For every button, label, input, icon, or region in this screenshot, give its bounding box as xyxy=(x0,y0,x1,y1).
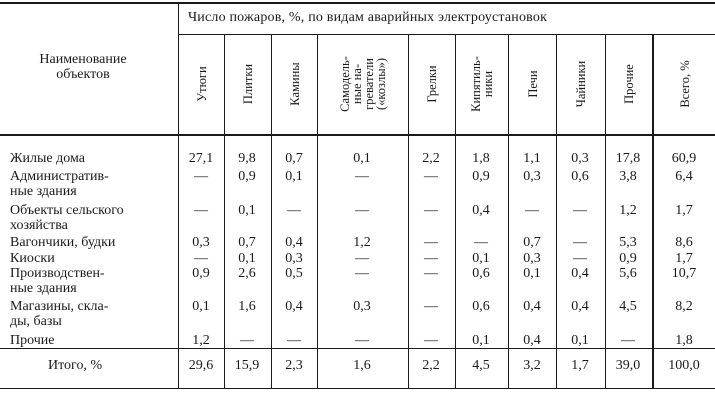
row-name: Административ- xyxy=(10,169,109,184)
total-cell: 4,5 xyxy=(472,358,490,373)
table-cell: 0,5 xyxy=(285,266,303,281)
total-cell: 3,2 xyxy=(523,358,541,373)
table-cell: — xyxy=(424,333,438,348)
table-cell: — xyxy=(573,251,587,266)
total-cell: 39,0 xyxy=(615,358,641,373)
group-header-rule xyxy=(178,34,715,35)
table-cell: 0,4 xyxy=(571,266,589,281)
row-name: Магазины, скла- xyxy=(10,299,109,314)
total-cell: 1,7 xyxy=(571,358,589,373)
table-cell: 1,8 xyxy=(472,151,490,166)
table-cell: 2,6 xyxy=(238,266,256,281)
table-cell: 4,5 xyxy=(619,299,637,314)
table-cell: 0,4 xyxy=(472,203,490,218)
table-cell: 0,7 xyxy=(238,235,256,250)
table-cell: 0,3 xyxy=(523,251,541,266)
group-header: Число пожаров, %, по видам аварийных электроустановок xyxy=(188,10,548,25)
table-cell: — xyxy=(355,203,369,218)
table-cell: 8,6 xyxy=(675,235,693,250)
column-header-hotplates: Плитки xyxy=(241,63,255,105)
total-cell: 2,3 xyxy=(285,358,303,373)
table-cell: 0,6 xyxy=(571,169,589,184)
table-cell: 0,9 xyxy=(238,169,256,184)
table-cell: — xyxy=(424,203,438,218)
table-cell: 0,4 xyxy=(285,235,303,250)
table-cell: 1,1 xyxy=(523,151,541,166)
table-cell: 0,1 xyxy=(353,151,371,166)
row-name: Производствен- xyxy=(10,266,105,281)
table-cell: 1,2 xyxy=(353,235,371,250)
column-header-fireplaces: Камины xyxy=(287,62,302,106)
table-cell: — xyxy=(525,203,539,218)
table-cell: 0,1 xyxy=(571,333,589,348)
header-bottom-rule xyxy=(0,134,715,136)
table-cell: — xyxy=(194,251,208,266)
table-cell: 0,6 xyxy=(472,266,490,281)
column-header-irons: Утюги xyxy=(194,66,209,102)
row-header: Наименование объектов xyxy=(39,52,127,82)
total-row-name: Итого, % xyxy=(48,358,103,373)
row-name: Объекты сельского xyxy=(10,203,124,218)
table-cell: — xyxy=(194,203,208,218)
table-cell: — xyxy=(424,235,438,250)
column-header-stoves: Печи xyxy=(525,70,540,98)
table-cell: — xyxy=(287,203,301,218)
table-cell: 3,8 xyxy=(619,169,637,184)
table-cell: 0,1 xyxy=(285,169,303,184)
table-cell: — xyxy=(194,169,208,184)
table-cell: 0,4 xyxy=(523,299,541,314)
table-cell: — xyxy=(355,266,369,281)
table-cell: 0,3 xyxy=(192,235,210,250)
table-cell: — xyxy=(355,251,369,266)
table-cell: 0,1 xyxy=(523,266,541,281)
table-cell: 0,1 xyxy=(238,203,256,218)
table-cell: 27,1 xyxy=(188,151,214,166)
table-cell: 0,4 xyxy=(285,299,303,314)
table-cell: — xyxy=(424,251,438,266)
table-cell: 0,3 xyxy=(571,151,589,166)
table-cell: — xyxy=(474,235,488,250)
table-cell: 17,8 xyxy=(615,151,641,166)
column-header-heating-pads: Грелки xyxy=(425,65,439,103)
row-name: Жилые дома xyxy=(10,151,85,166)
table-cell: — xyxy=(240,333,254,348)
column-header-kettles: Чайники xyxy=(574,60,588,108)
table-cell: 0,1 xyxy=(472,251,490,266)
column-header-boilers: Кипятиль- ники xyxy=(469,56,495,112)
table-cell: 0,7 xyxy=(523,235,541,250)
table-cell: 60,9 xyxy=(671,151,697,166)
table-cell: — xyxy=(355,169,369,184)
table-cell: 1,8 xyxy=(675,333,693,348)
row-name: ды, базы xyxy=(10,314,62,329)
row-name: хозяйства xyxy=(10,218,68,233)
column-header-total: Всего, % xyxy=(677,60,692,108)
total-cell: 1,6 xyxy=(353,358,371,373)
table-cell: 0,3 xyxy=(353,299,371,314)
row-name: Прочие xyxy=(10,333,55,348)
table-cell: — xyxy=(424,169,438,184)
table-cell: 1,6 xyxy=(238,299,256,314)
table-cell: 9,8 xyxy=(238,151,256,166)
table-cell: 1,2 xyxy=(619,203,637,218)
total-cell: 100,0 xyxy=(668,358,700,373)
table-cell: — xyxy=(621,333,635,348)
table-cell: 10,7 xyxy=(671,266,697,281)
table-cell: 0,4 xyxy=(523,333,541,348)
table-cell: 1,7 xyxy=(675,203,693,218)
row-name: ные здания xyxy=(10,184,77,199)
table-cell: 0,9 xyxy=(192,266,210,281)
table-cell: 0,3 xyxy=(285,251,303,266)
table-cell: 0,1 xyxy=(472,333,490,348)
table-cell: 8,2 xyxy=(675,299,693,314)
row-name: ные здания xyxy=(10,281,77,296)
table-cell: 0,1 xyxy=(238,251,256,266)
table-top-rule xyxy=(0,2,715,4)
table-cell: 0,7 xyxy=(285,151,303,166)
total-cell: 15,9 xyxy=(234,358,260,373)
table-cell: 0,9 xyxy=(619,251,637,266)
table-cell: 5,6 xyxy=(619,266,637,281)
table-cell: 1,2 xyxy=(192,333,210,348)
table-cell: 2,2 xyxy=(422,151,440,166)
table-cell: — xyxy=(355,333,369,348)
table-cell: 0,4 xyxy=(571,299,589,314)
table-cell: 0,9 xyxy=(472,169,490,184)
total-cell: 29,6 xyxy=(188,358,214,373)
table-cell: — xyxy=(287,333,301,348)
table-cell: — xyxy=(573,235,587,250)
row-name: Вагончики, будки xyxy=(10,235,116,250)
table-bottom-rule xyxy=(0,388,715,389)
table-cell: 1,7 xyxy=(675,251,693,266)
table-cell: 0,3 xyxy=(523,169,541,184)
total-cell: 2,2 xyxy=(422,358,440,373)
column-header-homemade-heaters: Самодель- ные на- греватели («козлы») xyxy=(338,56,388,112)
table-cell: — xyxy=(573,203,587,218)
column-header-other: Прочие xyxy=(622,64,636,104)
table-cell: — xyxy=(424,299,438,314)
total-separator-rule xyxy=(0,348,715,349)
table-cell: — xyxy=(424,266,438,281)
table-cell: 0,1 xyxy=(192,299,210,314)
table-cell: 5,3 xyxy=(619,235,637,250)
table-cell: 6,4 xyxy=(675,169,693,184)
table-cell: 0,6 xyxy=(472,299,490,314)
row-name: Киоски xyxy=(10,251,55,266)
